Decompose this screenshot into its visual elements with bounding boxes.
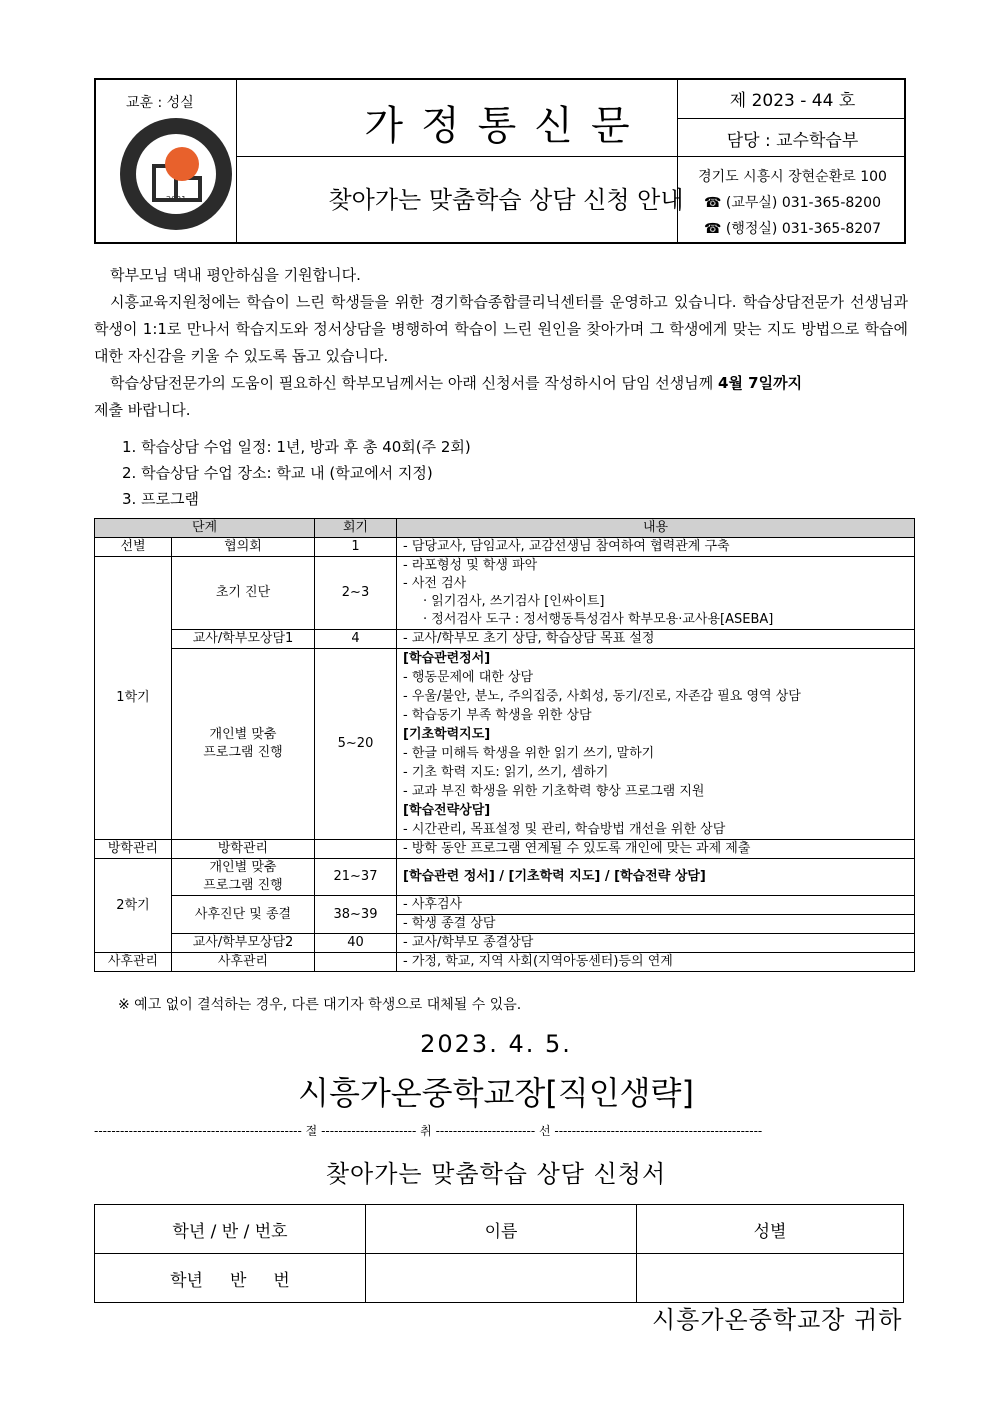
- address: 경기도 시흥시 장현순환로 100: [698, 169, 887, 185]
- header-cell: 이름: [366, 1205, 637, 1254]
- table-row: 선별 협의회 1 - 담당교사, 담임교사, 교감선생님 참여하여 협력관계 구축: [95, 538, 915, 557]
- divider: [236, 156, 904, 157]
- table-row: 1학기 초기 진단 2~3 - 라포형성 및 학생 파악 - 사전 검사 · 읽기검사, 쓰기검사 [인싸이트] · 정서검사 도구 : 정서행동특성검사 학부모용·교사용[ASEBA]: [95, 557, 915, 630]
- phone-office: ☎ (교무실) 031-365-8200: [703, 195, 881, 211]
- table-row: - 학생 종결 상담: [95, 915, 915, 934]
- list-item: 3. 프로그램: [122, 490, 200, 508]
- addressee: 시흥가온중학교장 귀하: [652, 1306, 903, 1334]
- newsletter-header: [94, 78, 906, 244]
- header-cell: 내용: [397, 519, 915, 538]
- header-cell: 학년 / 반 / 번호: [95, 1205, 366, 1254]
- intro-paragraph: 시흥교육지원청에는 학습이 느린 학생들을 위한 경기학습종합클리닉센터를 운영하고 있습니다. 학습상담전문가 선생님과 학생이 1:1로 만나서 학습지도와 정서상담을 병행하여 학습이 느린 원인을 찾아가며 그 학생에게 맞는 지도 방법으로 학습에 대한 자신감을 키울 수 있도록 돕고 있습니다.: [94, 293, 908, 365]
- school-logo: [118, 116, 234, 232]
- department: 담당 : 교수학습부: [726, 131, 859, 151]
- gender-field[interactable]: [637, 1254, 904, 1303]
- cut-line: ------------------------------------------------ 절 ---------------------- 취 ----------------------- 선 ------------------------------------------------: [94, 1124, 763, 1138]
- divider: [236, 80, 237, 242]
- principal-signature: 시흥가온중학교장[직인생략]: [298, 1074, 694, 1112]
- phone-admin: ☎ (행정실) 031-365-8207: [703, 221, 881, 237]
- request-paragraph: 학습상담전문가의 도움이 필요하신 학부모님께서는 아래 신청서를 작성하시어 담임 선생님께 4월 7일까지 제출 바랍니다.: [94, 374, 803, 419]
- program-table: [94, 518, 915, 972]
- table-row: 개인별 맞춤 프로그램 진행 5~20 [학습관련정서] - 행동문제에 대한 상담 - 우울/불안, 분노, 주의집중, 사회성, 동기/진로, 자존감 필요 영역 상담 - 학습동기 부족 학생을 위한 상담 [기초학력지도] - 한글 미해득 학생을 위한 읽기 쓰기, 말하기 - 기초 학력 지도: 읽기, 쓰기, 셈하기 - 교과 부진 학생을 위한 기초학력 향상 프로그램 지원 [학습전략상담] - 시간관리, 목표설정 및 관리, 학습방법 개선을 위한 상담: [95, 649, 915, 840]
- header-cell: 성별: [637, 1205, 904, 1254]
- table-row: 2학기 개인별 맞춤 프로그램 진행 21~37 [학습관련 정서] / [기초학력 지도] / [학습전략 상담]: [95, 859, 915, 896]
- application-form: [94, 1204, 904, 1303]
- table-header-row: [95, 519, 915, 538]
- issue-number: 제 2023 - 44 호: [729, 91, 856, 111]
- table-row: 교사/학부모상담2 40 - 교사/학부모 종결상담: [95, 934, 915, 953]
- header-cell: 회기: [315, 519, 397, 538]
- issue-date: 2023. 4. 5.: [420, 1030, 572, 1058]
- table-row: [95, 1254, 904, 1303]
- deadline: 4월 7일까지: [718, 374, 803, 392]
- list-item: 2. 학습상담 수업 장소: 학교 내 (학교에서 지정): [122, 464, 433, 482]
- list-item: 1. 학습상담 수업 일정: 1년, 방과 후 총 40회(주 2회): [122, 438, 471, 456]
- table-row: 교사/학부모상담1 4 - 교사/학부모 초기 상담, 학습상담 목표 설정: [95, 630, 915, 649]
- svg-text:2021: 2021: [166, 195, 187, 204]
- contact-info: [679, 164, 906, 242]
- table-header-row: [95, 1205, 904, 1254]
- table-row: 방학관리 방학관리 - 방학 동안 프로그램 연계될 수 있도록 개인에 맞는 과제 제출: [95, 840, 915, 859]
- table-row: 사후관리 사후관리 - 가정, 학교, 지역 사회(지역아동센터)등의 연계: [95, 953, 915, 972]
- application-title: 찾아가는 맞춤학습 상담 신청서: [325, 1160, 667, 1188]
- page-title: 가정통신문: [364, 103, 648, 149]
- page-subtitle: 찾아가는 맞춤학습 상담 신청 안내: [328, 186, 684, 214]
- school-motto: 교훈 : 성실: [126, 95, 194, 111]
- grade-class-number-field[interactable]: 학년 반 번: [95, 1254, 366, 1303]
- greeting: 학부모님 댁내 평안하심을 기원합니다.: [110, 266, 361, 284]
- table-row: 사후진단 및 종결 38~39 - 사후검사: [95, 896, 915, 915]
- name-field[interactable]: [366, 1254, 637, 1303]
- header-cell: 단계: [95, 519, 315, 538]
- absence-note: ※ 예고 없이 결석하는 경우, 다른 대기자 학생으로 대체될 수 있음.: [118, 997, 522, 1013]
